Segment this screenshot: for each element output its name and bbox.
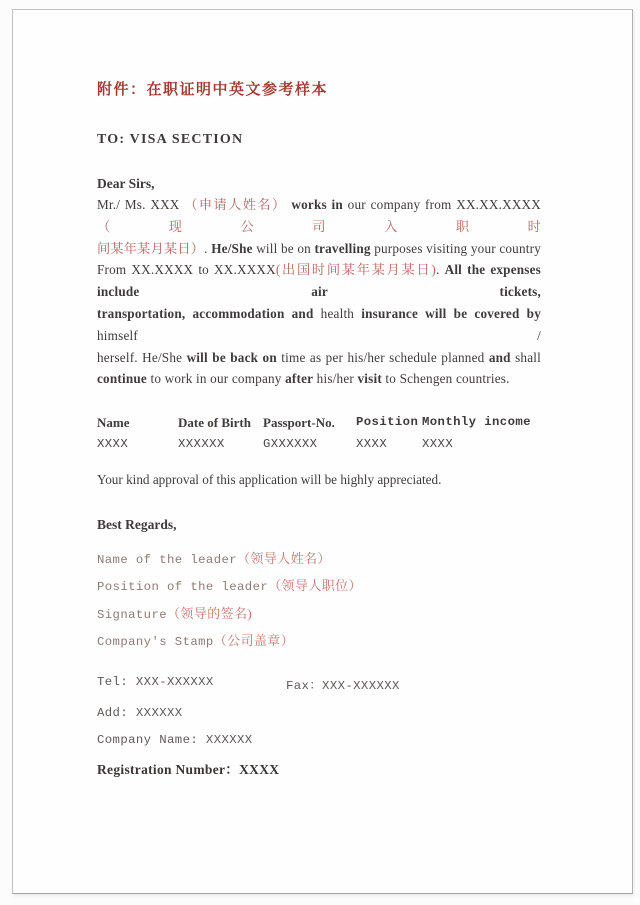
- signature-label-zh: （领导人姓名）: [237, 551, 331, 567]
- table-header: Passport-No.: [263, 415, 335, 431]
- body-line: [97, 259, 541, 303]
- chinese-annotation: (出国时间某年某月某日): [275, 262, 437, 278]
- signature-line: [97, 575, 541, 602]
- signature-label-en: Company's Stamp: [97, 635, 214, 650]
- body-text: and: [488, 349, 511, 365]
- body-line: [97, 194, 541, 238]
- body-text: travelling: [314, 240, 371, 256]
- to-line: TO: VISA SECTION: [97, 132, 244, 147]
- body-text: will be on: [252, 240, 315, 256]
- table-cell: XXXX: [356, 437, 388, 452]
- signature-label-en: Position of the leader: [97, 580, 269, 595]
- body-text: .: [204, 240, 212, 256]
- body-text: after: [285, 371, 314, 387]
- body-text: visit: [357, 371, 382, 387]
- body-text: will be back on: [186, 349, 277, 365]
- body-line: [97, 238, 541, 260]
- body-text: our company from XX.XX.XXXX: [342, 197, 542, 212]
- body-text: .: [436, 262, 445, 278]
- applicant-info-table: [97, 415, 541, 451]
- signature-label-en: Signature: [97, 607, 168, 622]
- body-text: From XX.XXXX to XX.XXXX: [97, 262, 276, 278]
- body-text: works in: [291, 197, 343, 212]
- registration-number-line: Registration Number：XXXX: [97, 762, 280, 778]
- body-text: transportation, accommodation and: [97, 305, 314, 321]
- body-text: himself /: [97, 327, 541, 343]
- body-text: continue: [97, 371, 147, 387]
- chinese-annotation: 间某年某月某日）: [97, 240, 205, 256]
- signature-line: [97, 603, 541, 630]
- body-text: health: [313, 305, 362, 321]
- body-paragraph: [97, 194, 541, 390]
- approval-line: Your kind approval of this application will be highly appreciated.: [97, 472, 442, 488]
- body-line: [97, 368, 541, 390]
- fax-line: Fax：XXX-XXXXXX: [286, 679, 400, 694]
- document-content: [97, 78, 541, 778]
- table-cell: GXXXXXX: [263, 437, 318, 452]
- address-line: Add: XXXXXX: [97, 706, 183, 721]
- document-page: [12, 9, 633, 894]
- body-text: to work in our company: [146, 371, 286, 387]
- body-text: time as per his/her schedule planned: [276, 349, 489, 365]
- tel-line: Tel: XXX-XXXXXX: [97, 675, 214, 690]
- signature-label-zh: （领导的签名): [167, 605, 253, 621]
- signature-block: [97, 548, 541, 657]
- body-text: herself. He/She: [97, 349, 187, 365]
- closing-line: Best Regards,: [97, 517, 177, 533]
- table-header: Date of Birth: [178, 415, 251, 431]
- body-text: his/her: [313, 371, 358, 387]
- body-text: purposes visiting your country: [370, 240, 542, 256]
- table-cell: XXXXXX: [178, 437, 225, 452]
- company-name-line: Company Name: XXXXXX: [97, 733, 253, 748]
- table-header: Monthly income: [422, 415, 531, 430]
- body-text: insurance will be covered by: [361, 305, 541, 321]
- attachment-title: 附件：在职证明中英文参考样本: [97, 82, 329, 98]
- body-text: He/She: [211, 240, 253, 256]
- body-text: to Schengen countries.: [381, 371, 510, 387]
- body-line: [97, 303, 541, 347]
- signature-line: [97, 548, 541, 575]
- body-text: shall: [510, 349, 542, 365]
- salutation: Dear Sirs,: [97, 176, 155, 191]
- table-header: Position: [356, 415, 419, 430]
- table-cell: XXXX: [97, 437, 129, 452]
- body-text: Mr./ Ms. XXX: [97, 197, 185, 212]
- signature-line: [97, 630, 541, 657]
- signature-label-en: Name of the leader: [97, 553, 238, 568]
- body-line: [97, 347, 541, 369]
- chinese-annotation: （现公司入职时: [97, 218, 541, 234]
- chinese-annotation: （申请人姓名）: [184, 197, 287, 212]
- body-text: All the expenses include air tickets,: [97, 262, 542, 300]
- tel-fax-row: [97, 675, 541, 693]
- table-cell: XXXX: [422, 437, 454, 452]
- table-header: Name: [97, 415, 130, 431]
- signature-label-zh: （公司盖章）: [213, 633, 295, 649]
- signature-label-zh: （领导人职位）: [268, 578, 362, 594]
